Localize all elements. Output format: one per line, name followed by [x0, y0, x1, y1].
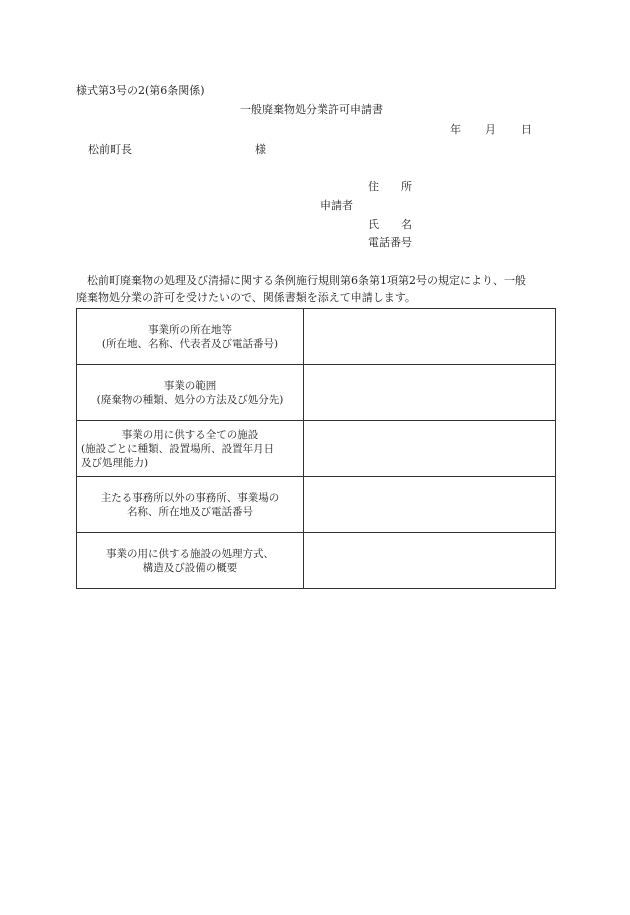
addressee-honorific: 様	[255, 143, 266, 156]
body-paragraph	[76, 272, 556, 306]
row-value-field[interactable]	[304, 365, 556, 421]
label-line: (施設ごとに種類、設置場所、設置年月日	[81, 442, 275, 455]
label-line: 主たる事務所以外の事務所、事業場の	[100, 491, 280, 504]
label-line: (廃棄物の種類、処分の方法及び処分先)	[96, 393, 284, 406]
body-line-2: 廃棄物処分業の許可を受けたいので、関係書類を添えて申請します。	[76, 291, 416, 304]
form-number: 様式第3号の2(第6条関係)	[76, 84, 205, 97]
applicant-phone-label: 電話番号	[368, 236, 412, 249]
label-line: 及び処理能力)	[81, 456, 149, 469]
table-row	[77, 365, 556, 421]
row-label	[77, 309, 304, 365]
row-value-field[interactable]	[304, 309, 556, 365]
row-label	[77, 421, 304, 477]
row-value-field[interactable]	[304, 533, 556, 589]
label-line: (所在地、名称、代表者及び電話番号)	[101, 337, 279, 350]
label-line: 構造及び設備の概要	[142, 561, 238, 574]
row-label	[77, 477, 304, 533]
table-row	[77, 533, 556, 589]
label-line: 名称、所在地及び電話番号	[127, 505, 253, 518]
document-title: 一般廃棄物処分業許可申請書	[240, 103, 383, 116]
applicant-name-label: 氏 名	[368, 218, 412, 231]
label-line: 事業の用に供する全ての施設	[121, 428, 259, 441]
table-row	[77, 309, 556, 365]
row-value-field[interactable]	[304, 477, 556, 533]
row-label	[77, 533, 304, 589]
addressee-name: 松前町長	[88, 143, 132, 156]
application-table	[76, 308, 556, 589]
label-line: 事業所の所在地等	[148, 323, 232, 336]
label-line: 事業の範囲	[163, 379, 217, 392]
applicant-address-label: 住 所	[368, 180, 412, 193]
table-row	[77, 421, 556, 477]
row-label	[77, 365, 304, 421]
date-day: 日	[521, 123, 532, 136]
label-line: 事業の用に供する施設の処理方式、	[106, 547, 274, 560]
applicant-label: 申請者	[320, 199, 353, 212]
table-row	[77, 477, 556, 533]
date-year: 年	[450, 123, 461, 136]
row-value-field[interactable]	[304, 421, 556, 477]
date-month: 月	[485, 123, 496, 136]
body-line-1: 松前町廃棄物の処理及び清掃に関する条例施行規則第6条第1項第2号の規定により、一般	[76, 274, 526, 287]
